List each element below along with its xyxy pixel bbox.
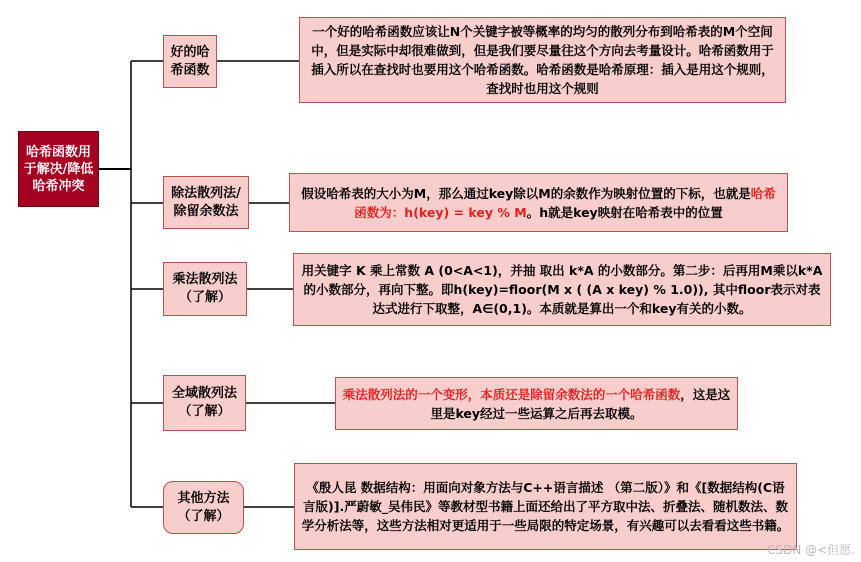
branch-node-other-methods (163, 481, 244, 534)
branch-node-multiplication (163, 262, 247, 316)
branch-node-good-hash (163, 35, 217, 88)
description-highlight: 哈希函数为：h(key) = key % M (354, 185, 776, 220)
description-universal (335, 377, 738, 430)
description-segment: 。h就是key映射在哈希表中的位置 (526, 204, 723, 220)
root-node (18, 131, 99, 207)
branch-label: 除法散列法/除留余数法 (171, 185, 241, 219)
description-text (300, 261, 824, 318)
description-multiplication (293, 253, 831, 326)
branch-label: 乘法散列法（了解） (172, 272, 238, 305)
branch-label: 其他方法（了解） (177, 490, 230, 524)
description-text (306, 22, 779, 98)
description-segment: 《殷人昆 数据结构：用面向对象方法与C++语言描述 （第二版）》和《[数据结构(C语言版)].严蔚敏_吴伟民》等教材型书籍上面还给出了平方取中法、折叠法、随机数法、数学分析法等，这些方法相对更适用于一些局限的特定场景，有兴趣可以去看看这些书籍。 (301, 480, 790, 533)
branch-label: 好的哈希函数 (170, 44, 210, 78)
description-other-methods (294, 463, 797, 550)
description-segment: 用关键字 K 乘上常数 A (0<A<1)，并抽 取出 k*A 的小数部分。第二步：后再用M乘以k*A 的小数部分，再向下整。即h(key)=floor(M x ( (A x key) % 1.0)), 其中floor表示对表达式进行下取整，A∈(0,1)。本质就是算出一个和key有关的小数。 (301, 263, 823, 316)
watermark: CSDN @<但愿. (767, 543, 855, 557)
description-text (296, 184, 781, 222)
root-label: 哈希函数用于解决/降低哈希冲突 (23, 144, 94, 194)
description-text (342, 385, 731, 423)
description-text (301, 478, 790, 535)
description-segment: 假设哈希表的大小为M，那么通过key除以M的余数作为映射位置的下标，也就是 (301, 185, 751, 201)
description-segment: ，这是这里是key经过一些运算之后再去取模。 (430, 386, 731, 421)
description-division (289, 173, 788, 232)
branch-node-universal (163, 375, 246, 431)
branch-label: 全域散列法（了解） (171, 386, 237, 419)
description-good-hash (299, 17, 786, 103)
branch-node-division (163, 176, 249, 229)
description-segment: 一个好的哈希函数应该让N个关键字被等概率的均匀的散列分布到哈希表的M个空间中，但是实际中却很难做到，但是我们要尽量往这个方向去考量设计。哈希函数用于插入所以在查找时也要用这个哈希函数。哈希函数是哈希原理：插入是用这个规则，查找时也用这个规则 (311, 24, 774, 96)
description-highlight: 乘法散列法的一个变形，本质还是除留余数法的一个哈希函数 (342, 386, 681, 402)
